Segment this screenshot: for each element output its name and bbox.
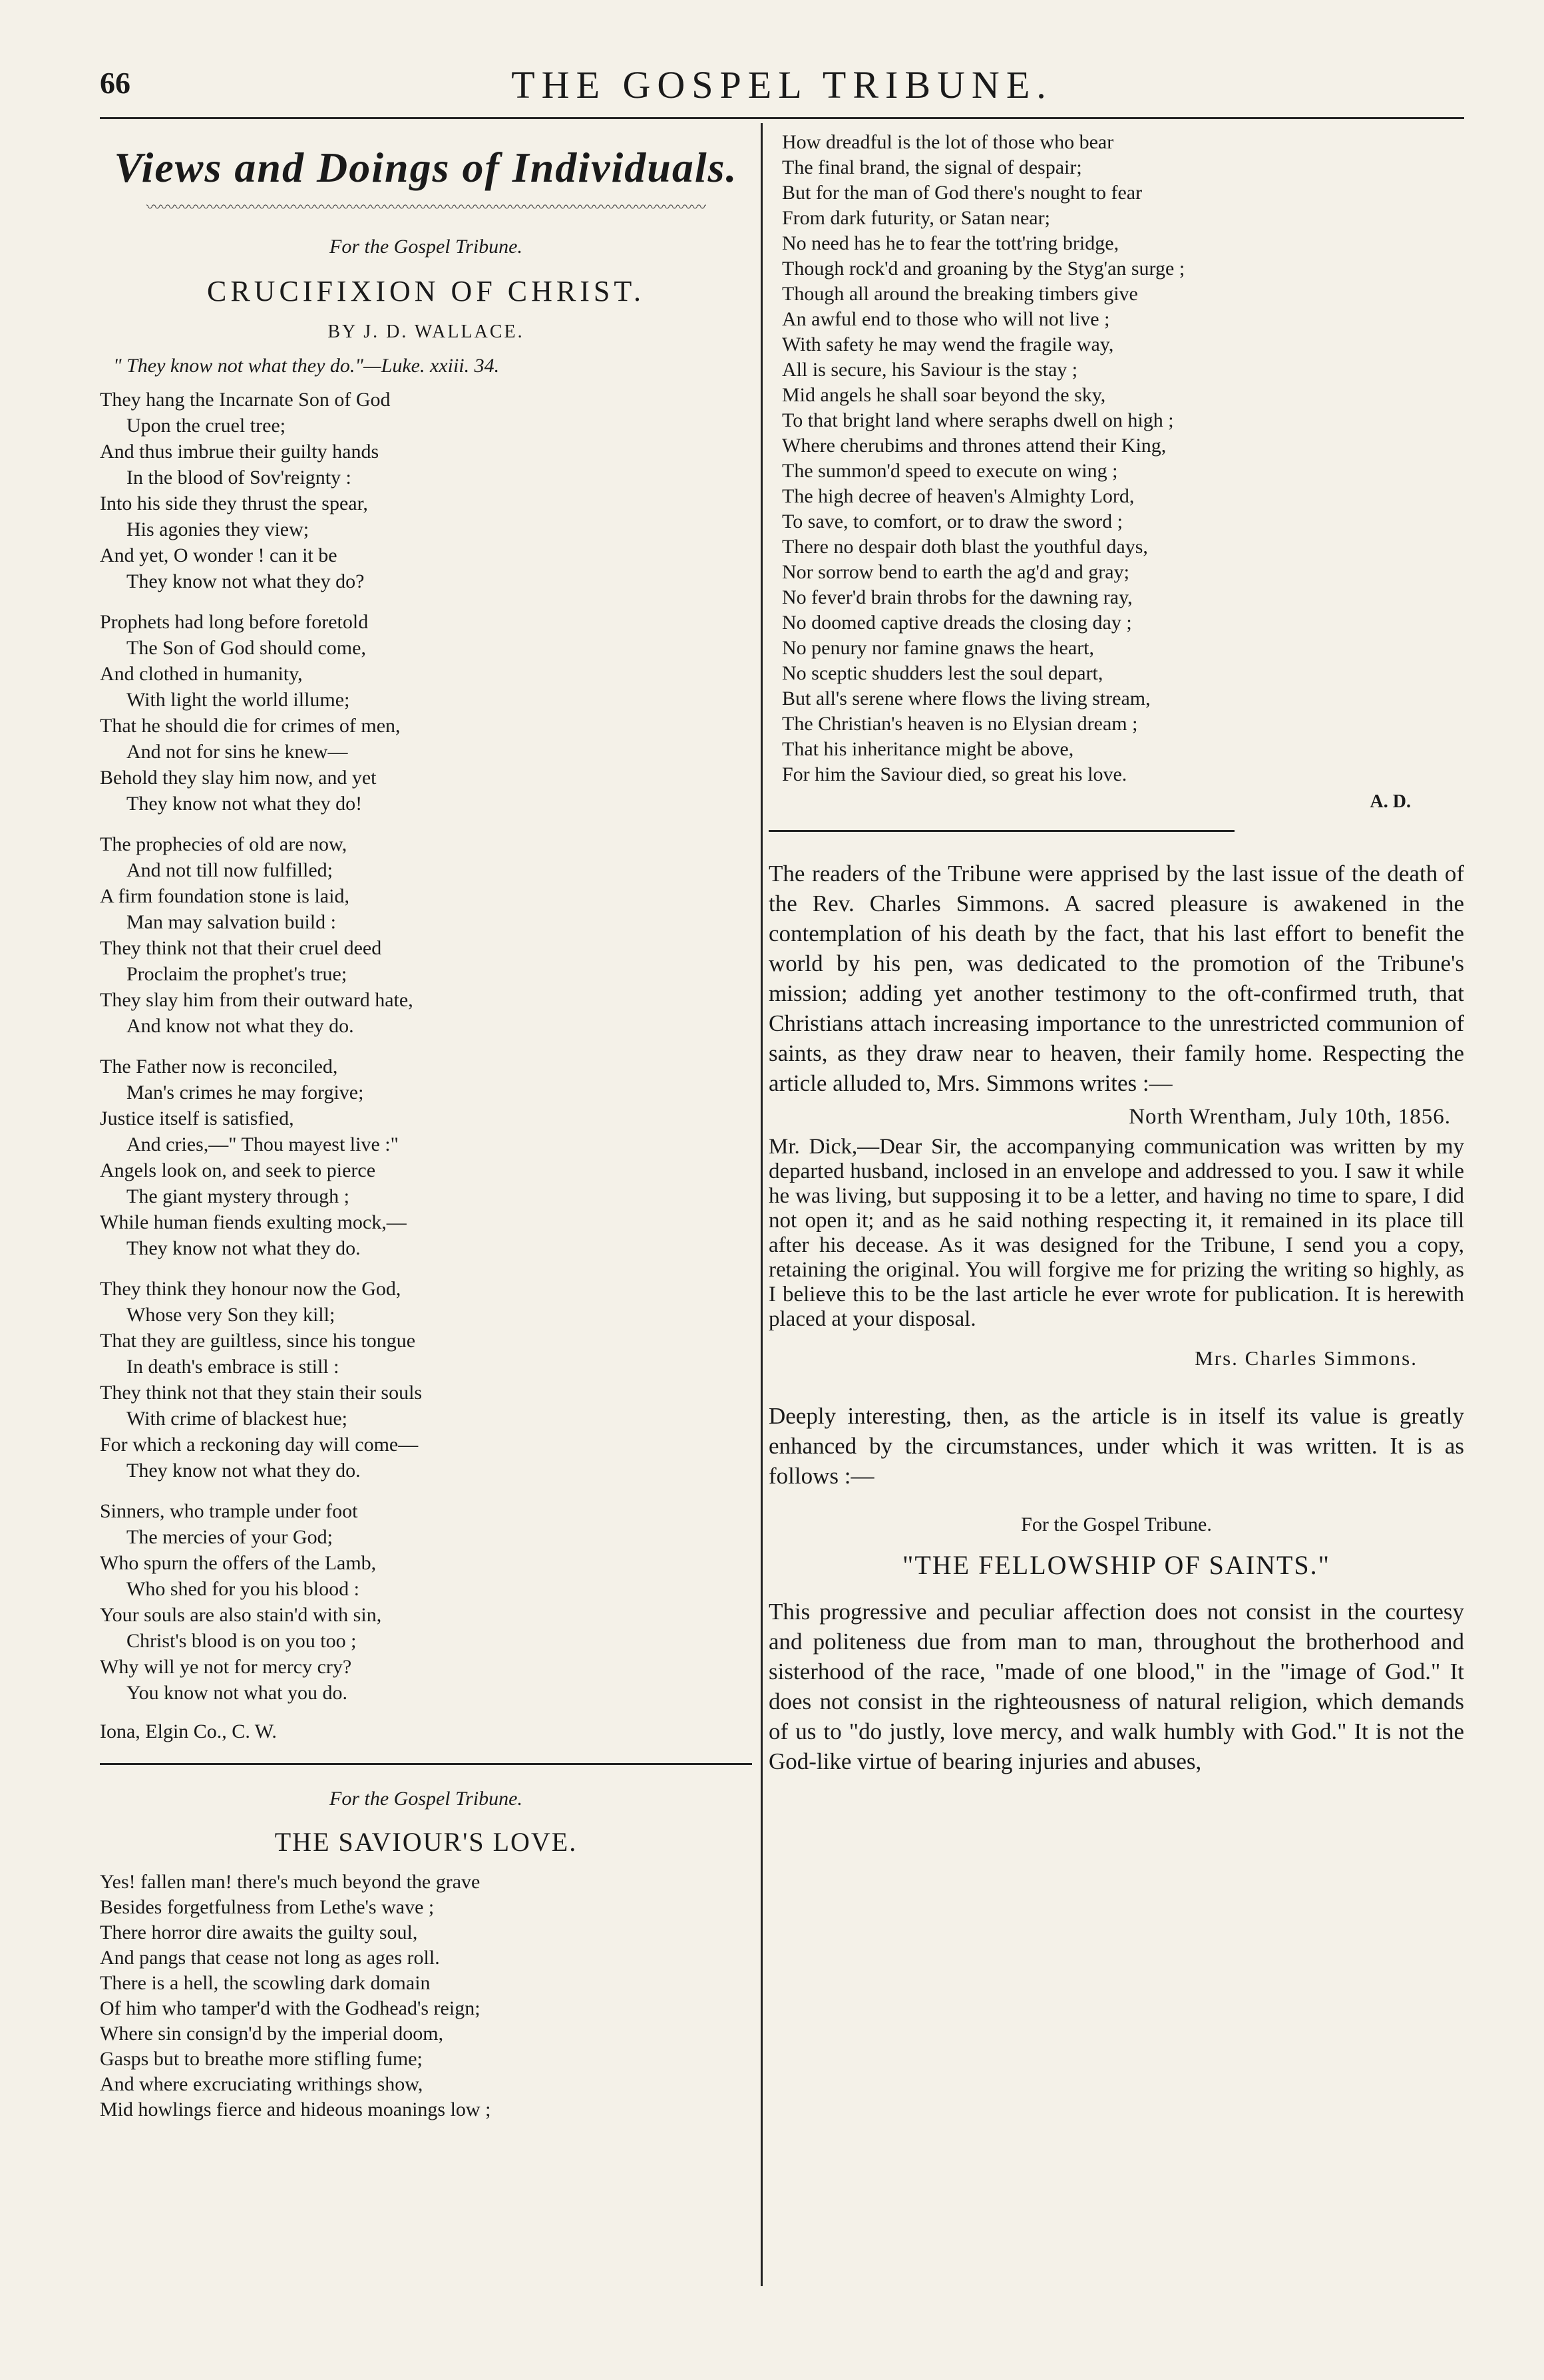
poem3-line: From dark futurity, or Satan near; — [782, 207, 1050, 229]
poem2-line: There horror dire awaits the guilty soul, — [100, 1921, 418, 1943]
poem3-line: Nor sorrow bend to earth the ag'd and gray; — [782, 561, 1129, 583]
poem2-credit: For the Gospel Tribune. — [329, 1788, 522, 1810]
poem2-line: Mid howlings fierce and hideous moanings low ; — [100, 2098, 491, 2120]
poem3-line: No need has he to fear the tott'ring bridge, — [782, 232, 1119, 254]
poem-line: They know not what they do. — [126, 1237, 361, 1259]
poem-line: And yet, O wonder ! can it be — [100, 544, 337, 566]
section-divider — [100, 1763, 752, 1765]
poem-line: The prophecies of old are now, — [100, 833, 347, 855]
poem-line: And not for sins he knew— — [126, 741, 348, 763]
poem3-line: No sceptic shudders lest the soul depart, — [782, 662, 1103, 684]
poem-line: They think not that they stain their souls — [100, 1382, 423, 1404]
poem-line: They think they honour now the God, — [100, 1278, 401, 1300]
poem-line: That he should die for crimes of men, — [100, 715, 401, 737]
department-title: Views and Doings of Individuals. — [114, 144, 738, 191]
poem-saviours-love — [100, 1788, 752, 2122]
poem-line: In the blood of Sov'reignty : — [126, 467, 351, 489]
page-header — [100, 59, 1464, 118]
poem-line: For which a reckoning day will come— — [100, 1434, 419, 1456]
poem2-line: Of him who tamper'd with the Godhead's reign; — [100, 1997, 481, 2019]
poem3-line: But for the man of God there's nought to fear — [782, 182, 1143, 204]
page-number: 66 — [100, 66, 130, 100]
poem-line: The giant mystery through ; — [126, 1185, 349, 1207]
poem3-line: Though rock'd and groaning by the Styg'an surge ; — [782, 258, 1185, 280]
poem-continuation — [769, 130, 1464, 813]
poem2-line: Besides forgetfulness from Lethe's wave ; — [100, 1896, 435, 1918]
poem2-title: THE SAVIOUR'S LOVE. — [274, 1827, 578, 1857]
poem-line: Sinners, who trample under foot — [100, 1500, 358, 1522]
poem-line: Christ's blood is on you too ; — [126, 1630, 357, 1652]
poem-line: In death's embrace is still : — [126, 1356, 339, 1378]
poem-line: And not till now fulfilled; — [126, 859, 333, 881]
letter-dateline: North Wrentham, July 10th, 1856. — [1129, 1105, 1451, 1129]
poem-line: Whose very Son they kill; — [126, 1304, 335, 1326]
poem-line: That they are guiltless, since his tongue — [100, 1330, 416, 1352]
poem-line: With light the world illume; — [126, 689, 350, 711]
poem-line: They know not what they do. — [126, 1460, 361, 1482]
header-rule — [100, 117, 1464, 119]
article-body: This progressive and peculiar affection does not consist in the courtesy and politeness due from man to man, throughout the brotherhood and sisterhood of the race, "made of one blood," in the "image of God." It does not consist in the righteousness of natural religion, which demands of us to "do justly, love mercy, and walk humbly with God." It is not the God-like virtue of bearing injuries and abuses, — [769, 1599, 1464, 1774]
poem3-line: How dreadful is the lot of those who bear — [782, 131, 1114, 153]
poem-line: And thus imbrue their guilty hands — [100, 441, 379, 463]
section-divider-right — [769, 830, 1235, 832]
stanza — [100, 609, 752, 817]
poem-location: Iona, Elgin Co., C. W. — [100, 1720, 277, 1742]
poem2-line: Gasps but to breathe more stifling fume; — [100, 2048, 423, 2070]
poem3-line: To save, to comfort, or to draw the sword ; — [782, 510, 1123, 532]
poem-epigraph: " They know not what they do."—Luke. xxiii. 34. — [113, 355, 500, 377]
running-title: THE GOSPEL TRIBUNE. — [511, 63, 1053, 106]
poem3-line: All is secure, his Saviour is the stay ; — [782, 359, 1078, 381]
stanza — [100, 831, 752, 1039]
poem-line: You know not what you do. — [126, 1682, 347, 1704]
left-column — [100, 130, 752, 2313]
transition-paragraph: Deeply interesting, then, as the article is in itself its value is greatly enhanced by the circumstances, under which it was written. It is as follows :— — [769, 1403, 1464, 1489]
poem-line: Angels look on, and seek to pierce — [100, 1159, 376, 1181]
poem-line: While human fiends exulting mock,— — [100, 1211, 407, 1233]
poem-line: With crime of blackest hue; — [126, 1408, 348, 1430]
letter-signature: Mrs. Charles Simmons. — [1195, 1346, 1418, 1370]
poem2-line: And pangs that cease not long as ages roll. — [100, 1947, 440, 1969]
poem-line: Why will ye not for mercy cry? — [100, 1656, 352, 1678]
poem-line: Man may salvation build : — [126, 911, 336, 933]
stanza — [100, 1498, 752, 1706]
article-credit: For the Gospel Tribune. — [1021, 1513, 1212, 1535]
poem3-line: No fever'd brain throbs for the dawning ray, — [782, 586, 1133, 608]
poem-line: Into his side they thrust the spear, — [100, 493, 368, 514]
poem-line: Your souls are also stain'd with sin, — [100, 1604, 382, 1626]
column-rule — [761, 123, 763, 2286]
poem-line: Justice itself is satisfied, — [100, 1107, 294, 1129]
poem-line: A firm foundation stone is laid, — [100, 885, 349, 907]
poem3-line: No penury nor famine gnaws the heart, — [782, 637, 1095, 659]
poem3-line: Where cherubims and thrones attend their King, — [782, 435, 1167, 457]
poem3-line: To that bright land where seraphs dwell on high ; — [782, 409, 1174, 431]
poem2-line: Yes! fallen man! there's much beyond the grave — [100, 1871, 481, 1893]
poem-line: Proclaim the prophet's true; — [126, 963, 347, 985]
poem-line: The mercies of your God; — [126, 1526, 333, 1548]
poem-crucifixion — [100, 236, 752, 1743]
poem3-line: The summon'd speed to execute on wing ; — [782, 460, 1118, 482]
poem-line: The Son of God should come, — [126, 637, 366, 659]
poem3-line: The Christian's heaven is no Elysian dream ; — [782, 713, 1138, 735]
stanza — [100, 1276, 752, 1484]
poem3-line: An awful end to those who will not live ; — [782, 308, 1110, 330]
right-column — [769, 130, 1464, 2313]
poem3-line: No doomed captive dreads the closing day ; — [782, 612, 1132, 634]
poem2-line: Where sin consign'd by the imperial doom, — [100, 2023, 444, 2045]
poem-line: They know not what they do! — [126, 793, 363, 815]
poem3-signature: A. D. — [1370, 791, 1411, 812]
poem3-line: The high decree of heaven's Almighty Lord, — [782, 485, 1135, 507]
poem-line: Behold they slay him now, and yet — [100, 767, 377, 789]
poem-credit: For the Gospel Tribune. — [329, 236, 522, 258]
poem-line: Who spurn the offers of the Lamb, — [100, 1552, 377, 1574]
poem-line: They slay him from their outward hate, — [100, 989, 413, 1011]
poem-title: CRUCIFIXION OF CHRIST. — [206, 275, 646, 307]
poem-stanzas — [100, 387, 752, 1706]
letter-body: Mr. Dick,—Dear Sir, the accompanying communication was written by my departed husband, inclosed in an envelope and addressed to you. I saw it while he was living, but supposing it to be a letter, and having no time to spare, I did not open it; and as he said nothing respecting it, it remained in its place till after his decease. As it was designed for the Tribune, I send you a copy, retaining the original. You will forgive me for prizing the writing so highly, as I believe this to be the last article he ever wrote for publication. It is herewith placed at your disposal. — [769, 1135, 1464, 1331]
stanza — [100, 1054, 752, 1261]
poem-line: And clothed in humanity, — [100, 663, 303, 685]
poem-byline: BY J. D. WALLACE. — [327, 321, 524, 342]
poem-line: And cries,—" Thou mayest live :" — [126, 1133, 399, 1155]
wavy-divider: 〰〰〰〰〰〰〰〰〰〰〰〰〰〰〰〰〰〰〰〰〰〰〰〰〰〰〰〰〰〰〰〰〰〰〰〰〰〰〰〰 — [146, 199, 705, 216]
poem3-line: There no despair doth blast the youthful days, — [782, 536, 1148, 558]
poem3-line: That his inheritance might be above, — [782, 738, 1074, 760]
stanza — [100, 387, 752, 594]
poem3-line: Though all around the breaking timbers give — [782, 283, 1138, 305]
poem-line: Prophets had long before foretold — [100, 611, 369, 633]
poem3-line: For him the Saviour died, so great his love. — [782, 763, 1127, 785]
poem3-line: But all's serene where flows the living stream, — [782, 688, 1151, 709]
poem3-line: Mid angels he shall soar beyond the sky, — [782, 384, 1106, 406]
poem-line: Man's crimes he may forgive; — [126, 1082, 364, 1103]
poem3-line: The final brand, the signal of despair; — [782, 156, 1082, 178]
article-title: "THE FELLOWSHIP OF SAINTS." — [902, 1550, 1330, 1580]
poem-line: Upon the cruel tree; — [126, 415, 286, 437]
poem2-lines — [100, 1870, 752, 2122]
poem-line: His agonies they view; — [126, 518, 309, 540]
poem-line: And know not what they do. — [126, 1015, 354, 1037]
poem2-line: And where excruciating writhings show, — [100, 2073, 423, 2095]
poem-line: They hang the Incarnate Son of God — [100, 389, 391, 411]
intro-paragraph: The readers of the Tribune were apprised by the last issue of the death of the Rev. Charles Simmons. A sacred pleasure is awakened in the contemplation of his death by the fact, that his last effort to benefit the world by his pen, was dedicated to the promotion of the Tribune's mission; adding yet another testimony to the oft-confirmed truth, that Christians attach increasing importance to the unrestricted communion of saints, as they draw near to heaven, their family home. Respecting the article alluded to, Mrs. Simmons writes :— — [769, 861, 1464, 1096]
poem-line: Who shed for you his blood : — [126, 1578, 359, 1600]
poem-line: The Father now is reconciled, — [100, 1056, 338, 1078]
poem-line: They think not that their cruel deed — [100, 937, 382, 959]
poem3-lines — [769, 130, 1464, 787]
poem-line: They know not what they do? — [126, 570, 365, 592]
poem2-line: There is a hell, the scowling dark domain — [100, 1972, 431, 1994]
poem3-line: With safety he may wend the fragile way, — [782, 333, 1114, 355]
